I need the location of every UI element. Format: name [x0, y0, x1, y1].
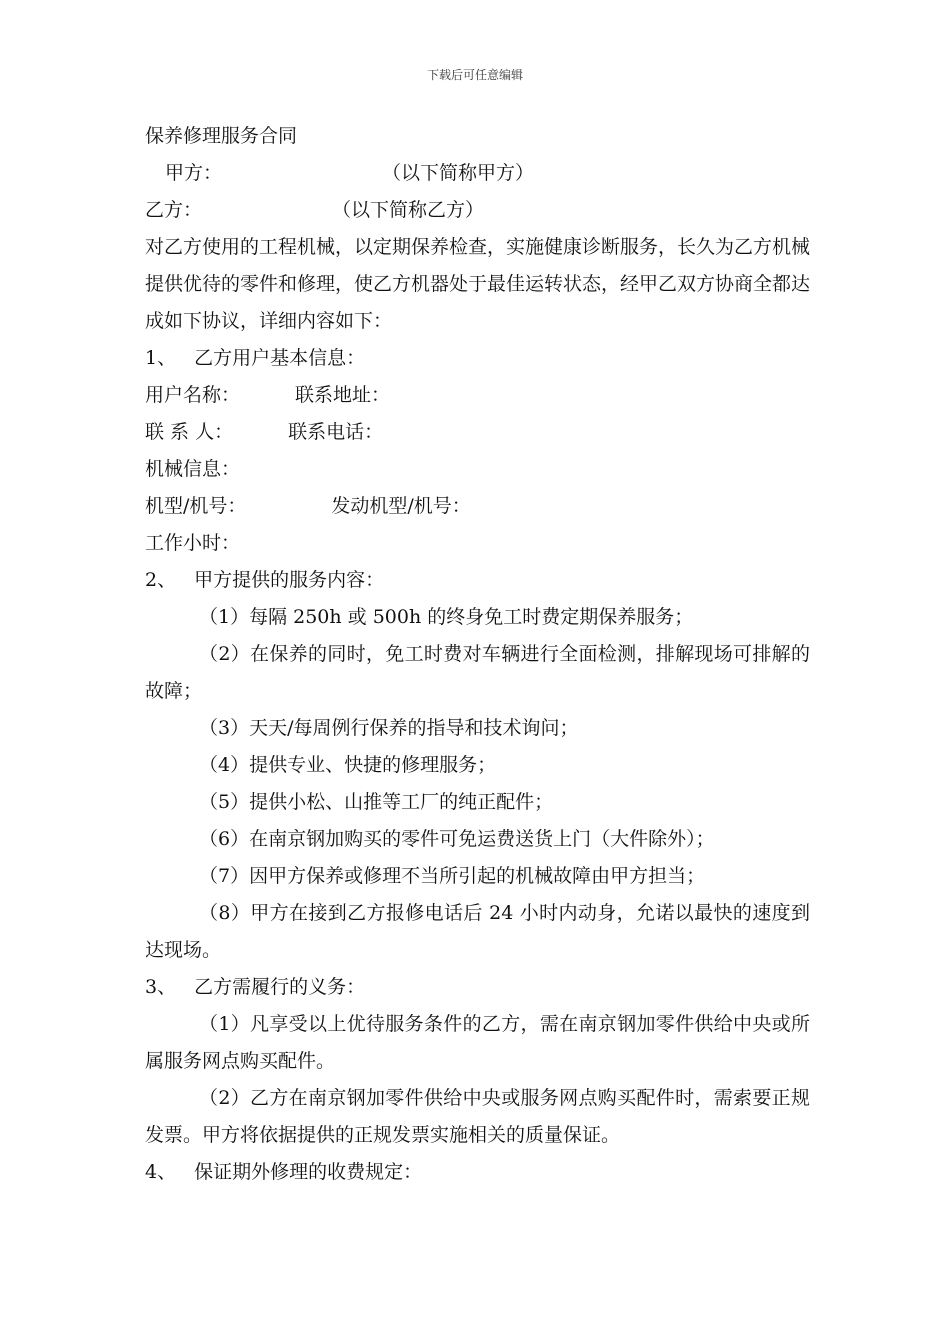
- party-a-suffix: （以下简称甲方）: [382, 162, 535, 184]
- contact-line: [145, 414, 810, 451]
- contract-body: [145, 118, 810, 1191]
- service-item: [145, 710, 810, 747]
- party-b-line: [145, 192, 810, 229]
- section-2-number: 2、: [145, 569, 177, 591]
- section-4-heading: [145, 1154, 810, 1191]
- section-2-title: 甲方提供的服务内容：: [194, 569, 385, 591]
- service-item-text: （4）提供专业、快捷的修理服务；: [199, 754, 497, 776]
- section-1-title: 乙方用户基本信息：: [194, 347, 366, 369]
- contact-label: 联 系 人：: [145, 421, 234, 443]
- model-line: [145, 488, 810, 525]
- service-item-text: （5）提供小松、山推等工厂的纯正配件；: [199, 791, 554, 813]
- user-name-label: 用户名称：: [145, 384, 241, 406]
- section-1-number: 1、: [145, 347, 177, 369]
- service-item: [145, 747, 810, 784]
- service-item: [145, 858, 810, 895]
- service-item: [145, 599, 810, 636]
- section-4-title: 保证期外修理的收费规定：: [194, 1161, 423, 1183]
- section-2-heading: [145, 562, 810, 599]
- obligation-item-text: （2）乙方在南京钢加零件供给中央或服务网点购买配件时，需索要正规发票。甲方将依据提供的正规发票实施相关的质量保证。: [145, 1087, 810, 1146]
- service-item-text: （2）在保养的同时，免工时费对车辆进行全面检测，排解现场可排解的故障；: [145, 643, 810, 702]
- service-item-text: （1）每隔 250h 或 500h 的终身免工时费定期保养服务；: [199, 606, 694, 628]
- service-item-text: （7）因甲方保养或修理不当所引起的机械故障由甲方担当；: [199, 865, 706, 887]
- section-3-title: 乙方需履行的义务：: [194, 976, 366, 998]
- obligation-item: [145, 1006, 810, 1080]
- party-a-line: [145, 155, 810, 192]
- party-a-label: 甲方：: [165, 162, 223, 184]
- section-3-number: 3、: [145, 976, 177, 998]
- address-label: 联系地址：: [295, 384, 391, 406]
- service-item: [145, 821, 810, 858]
- machine-info-label: 机械信息：: [145, 458, 241, 480]
- service-item: [145, 784, 810, 821]
- user-name-line: [145, 377, 810, 414]
- service-item: [145, 895, 810, 969]
- page-header-note: 下载后可任意编辑: [426, 68, 523, 82]
- section-1-heading: [145, 340, 810, 377]
- service-item-text: （3）天天/每周例行保养的指导和技术询问；: [199, 717, 579, 739]
- section-3-heading: [145, 969, 810, 1006]
- hours-label: 工作小时：: [145, 532, 241, 554]
- contract-title: 保养修理服务合同: [145, 125, 298, 147]
- obligation-item-text: （1）凡享受以上优待服务条件的乙方，需在南京钢加零件供给中央或所属服务网点购买配件。: [145, 1013, 810, 1072]
- party-b-suffix: （以下简称乙方）: [332, 199, 485, 221]
- service-item: [145, 636, 810, 710]
- party-b-label: 乙方：: [145, 199, 203, 221]
- service-item-text: （8）甲方在接到乙方报修电话后 24 小时内动身，允诺以最快的速度到达现场。: [145, 902, 810, 961]
- obligation-item: [145, 1080, 810, 1154]
- section-4-number: 4、: [145, 1161, 177, 1183]
- intro-paragraph: 对乙方使用的工程机械，以定期保养检查，实施健康诊断服务，长久为乙方机械提供优待的零件和修理，使乙方机器处于最佳运转状态，经甲乙双方协商全都达成如下协议，详细内容如下：: [145, 236, 811, 332]
- service-item-text: （6）在南京钢加购买的零件可免运费送货上门（大件除外）；: [199, 828, 715, 850]
- model-label: 机型/机号：: [145, 495, 247, 517]
- phone-label: 联系电话：: [288, 421, 384, 443]
- engine-label: 发动机型/机号：: [331, 495, 471, 517]
